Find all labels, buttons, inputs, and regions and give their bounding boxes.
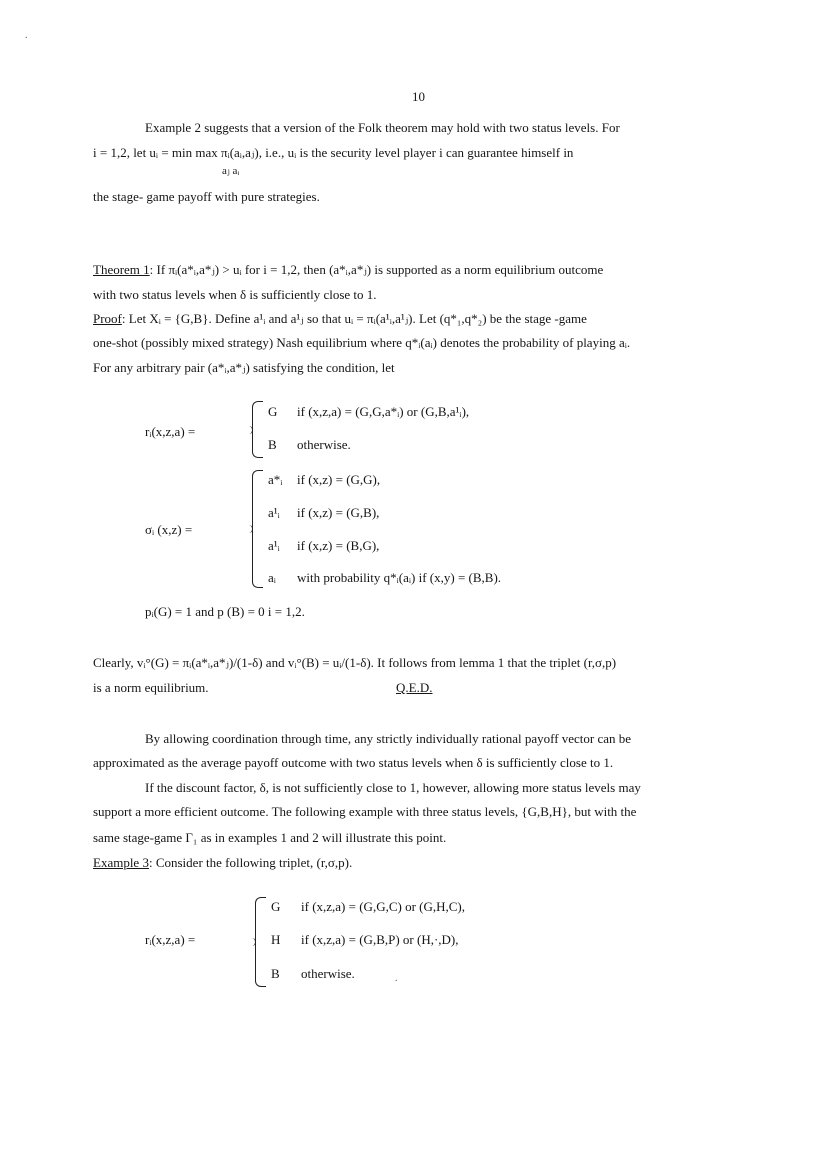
example-3-text: : Consider the following triplet, (r,σ,p). — [148, 855, 353, 870]
sigma-case-1-value: a*ᵢ — [268, 472, 283, 487]
sigma-case-3-condition: if (x,z) = (B,G), — [297, 538, 380, 553]
r2-case-3-value: B — [271, 966, 280, 981]
theorem-line-2: with two status levels when δ is sufficiently close to 1. — [93, 287, 377, 302]
qed-mark: Q.E.D. — [396, 680, 433, 695]
intro-minmax-subscripts: aⱼ aᵢ — [222, 165, 240, 177]
r-def-lhs: rᵢ(x,z,a) = — [145, 424, 196, 439]
r-case-1-condition: if (x,z,a) = (G,G,a*ᵢ) or (G,B,a¹ᵢ), — [297, 404, 470, 419]
example-3-statement — [93, 855, 352, 871]
scan-speck: . — [25, 30, 28, 41]
proof-line-3: For any arbitrary pair (a*ᵢ,a*ⱼ) satisfying the condition, let — [93, 360, 395, 375]
example-3-label: Example 3 — [93, 855, 149, 870]
r2-case-2-condition: if (x,z,a) = (G,B,P) or (H,·,D), — [301, 932, 459, 947]
left-brace — [252, 401, 263, 458]
r-case-2-condition: otherwise. — [297, 437, 351, 452]
para-line-5: same stage-game Γ₁ as in examples 1 and 2 will illustrate this point. — [93, 830, 447, 845]
intro-line-2: i = 1,2, let uᵢ = min max πᵢ(aᵢ,aⱼ), i.e., uᵢ is the security level player i can guarantee himself in — [93, 145, 574, 160]
sigma-case-2-value: a¹ᵢ — [268, 505, 280, 520]
theorem-statement — [93, 262, 603, 278]
para-line-4: support a more efficient outcome. The following example with three status levels, {G,B,H}, but with the — [93, 804, 637, 819]
sigma-case-4-condition: with probability q*ᵢ(aᵢ) if (x,y) = (B,B). — [297, 570, 502, 585]
r2-def-lhs: rᵢ(x,z,a) = — [145, 932, 196, 947]
para-line-1: By allowing coordination through time, any strictly individually rational payoff vector can be — [145, 731, 632, 746]
clearly-line-1: Clearly, vᵢ°(G) = πᵢ(a*ᵢ,a*ⱼ)/(1-δ) and vᵢ°(B) = uᵢ/(1-δ). It follows from lemma 1 that the triplet (r,σ,p) — [93, 655, 617, 670]
r2-case-2-value: H — [271, 932, 281, 947]
clearly-line-2: is a norm equilibrium. — [93, 680, 209, 695]
left-brace — [255, 897, 266, 987]
theorem-label: Theorem 1 — [93, 262, 150, 277]
para-line-3: If the discount factor, δ, is not sufficiently close to 1, however, allowing more status levels may — [145, 780, 641, 795]
r-case-1-value: G — [268, 404, 278, 419]
p-definition: pᵢ(G) = 1 and p (B) = 0 i = 1,2. — [145, 604, 305, 619]
sigma-case-1-condition: if (x,z) = (G,G), — [297, 472, 381, 487]
sigma-case-2-condition: if (x,z) = (G,B), — [297, 505, 380, 520]
r2-case-3-condition: otherwise. — [301, 966, 355, 981]
sigma-def-lhs: σᵢ (x,z) = — [145, 522, 193, 537]
proof-statement — [93, 311, 587, 327]
left-brace — [252, 470, 263, 588]
intro-line-1: Example 2 suggests that a version of the Folk theorem may hold with two status levels. For — [145, 120, 620, 135]
r2-case-1-value: G — [271, 899, 281, 914]
para-line-2: approximated as the average payoff outcome with two status levels when δ is sufficiently close to 1. — [93, 755, 614, 770]
intro-line-4: the stage- game payoff with pure strategies. — [93, 189, 320, 204]
sigma-case-4-value: aᵢ — [268, 570, 276, 585]
sigma-case-3-value: a¹ᵢ — [268, 538, 280, 553]
r2-case-1-condition: if (x,z,a) = (G,G,C) or (G,H,C), — [301, 899, 466, 914]
proof-text: : Let Xᵢ = {G,B}. Define a¹ᵢ and a¹ⱼ so that uᵢ = πᵢ(a¹ᵢ,a¹ⱼ). Let (q*₁,q*₂) be the stage -game — [121, 311, 587, 326]
page-number: 10 — [412, 89, 425, 104]
r-case-2-value: B — [268, 437, 277, 452]
proof-label: Proof — [93, 311, 122, 326]
scan-speck: . — [395, 973, 398, 984]
proof-line-2: one-shot (possibly mixed strategy) Nash equilibrium where q*ᵢ(aᵢ) denotes the probability of playing aᵢ. — [93, 335, 631, 350]
theorem-text: : If πᵢ(a*ᵢ,a*ⱼ) > uᵢ for i = 1,2, then (a*ᵢ,a*ⱼ) is supported as a norm equilibrium outcome — [149, 262, 604, 277]
